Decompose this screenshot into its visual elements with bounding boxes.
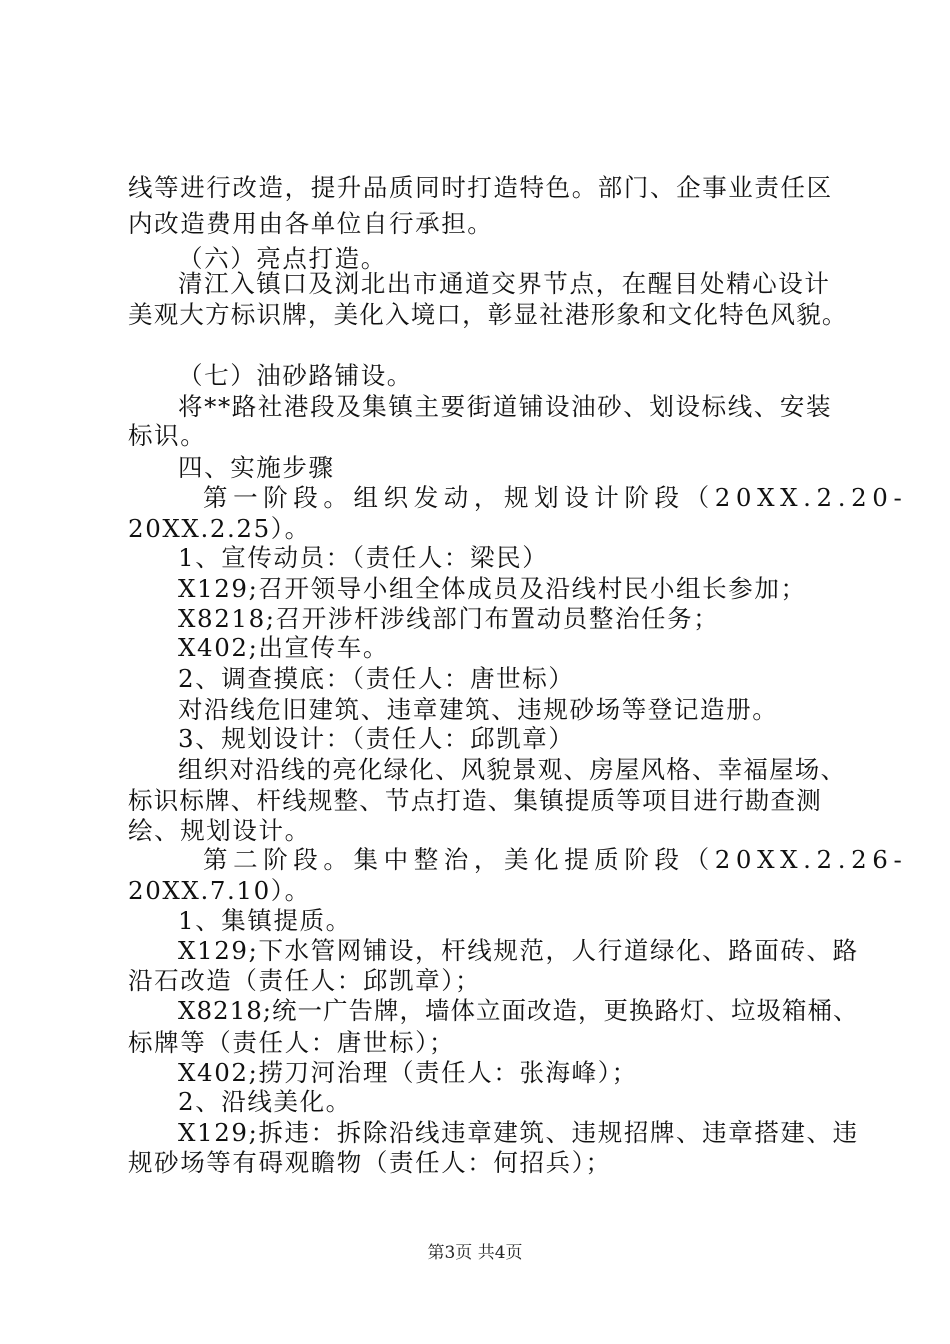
task-heading: 2、调查摸底：（责任人：唐世标）: [178, 664, 575, 693]
task-heading: 3、规划设计：（责任人：邱凯章）: [178, 724, 575, 753]
text-line: 将**路社港段及集镇主要街道铺设油砂、划设标线、安装: [178, 392, 833, 421]
text-line: 美观大方标识牌，美化入境口，彰显社港形象和文化特色风貌。: [128, 300, 848, 329]
text-line: 规砂场等有碍观瞻物（责任人：何招兵）；: [128, 1148, 612, 1177]
text-line: 内改造费用由各单位自行承担。: [128, 209, 494, 238]
section-heading: （七）油砂路铺设。: [178, 361, 413, 390]
task-item: X402;出宣传车。: [178, 633, 389, 662]
stage-heading: 第一阶段。组织发动，规划设计阶段（20XX.2.20-: [203, 483, 908, 512]
text-line: 清江入镇口及浏北出市通道交界节点，在醒目处精心设计: [178, 269, 831, 298]
task-item: X129;下水管网铺设，杆线规范，人行道绿化、路面砖、路: [178, 936, 859, 965]
stage-heading: 第二阶段。集中整治，美化提质阶段（20XX.2.26-: [203, 845, 908, 874]
text-line: 标识标牌、杆线规整、节点打造、集镇提质等项目进行勘查测: [128, 786, 822, 815]
text-line: 绘、规划设计。: [128, 816, 311, 845]
task-item: X8218;统一广告牌，墙体立面改造，更换路灯、垃圾箱桶、: [178, 996, 859, 1025]
text-line: 标识。: [128, 421, 207, 450]
section-heading: （六）亮点打造。: [178, 244, 387, 273]
task-heading: 1、集镇提质。: [178, 906, 352, 935]
task-item: X129;拆违：拆除沿线违章建筑、违规招牌、违章搭建、违: [178, 1118, 859, 1147]
page-footer: 第3页 共4页: [427, 1243, 523, 1263]
text-line: 线等进行改造，提升品质同时打造特色。部门、企事业责任区: [128, 173, 833, 202]
text-line: 20XX.7.10）。: [128, 876, 311, 905]
task-item: X129;召开领导小组全体成员及沿线村民小组长参加；: [178, 574, 807, 603]
task-heading: 1、宣传动员：（责任人：梁民）: [178, 543, 549, 572]
task-heading: 2、沿线美化。: [178, 1087, 352, 1116]
task-item: X8218;召开涉杆涉线部门布置动员整治任务；: [178, 604, 720, 633]
text-line: 对沿线危旧建筑、违章建筑、违规砂场等登记造册。: [178, 695, 779, 724]
text-line: 20XX.2.25）。: [128, 514, 311, 543]
text-line: 组织对沿线的亮化绿化、风貌景观、房屋风格、幸福屋场、: [178, 755, 847, 784]
task-item: X402;捞刀河治理（责任人：张海峰）；: [178, 1058, 638, 1087]
text-line: 沿石改造（责任人：邱凯章）；: [128, 966, 482, 995]
text-line: 标牌等（责任人：唐世标）；: [128, 1028, 456, 1057]
section-heading: 四、实施步骤: [178, 453, 335, 482]
